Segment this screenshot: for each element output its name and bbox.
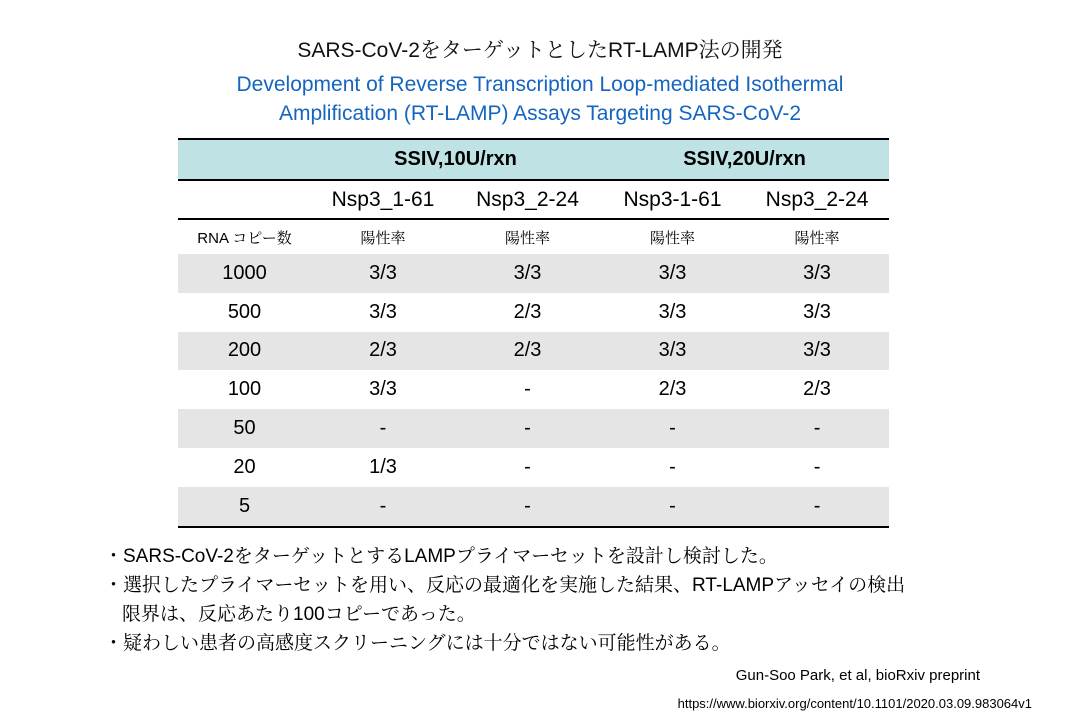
result-cell: 3/3 xyxy=(803,300,831,323)
result-cell: - xyxy=(524,378,531,401)
note-line: ・SARS-CoV-2をターゲットとするLAMPプライマーセットを設計し検討した。 xyxy=(104,546,778,567)
unit-label: 陽性率 xyxy=(360,229,406,247)
result-cell: 3/3 xyxy=(745,254,889,293)
result-cell: 2/3 xyxy=(513,300,542,323)
result-cell: - xyxy=(600,409,745,448)
note-line: ・選択したプライマーセットを用い、反応の最適化を実施した結果、RT-LAMPアッセイの検出 xyxy=(104,575,906,596)
result-cell: - xyxy=(455,487,600,526)
primer-header-row xyxy=(178,180,889,219)
unit-label: 陽性率 xyxy=(794,229,840,247)
result-cell: 3/3 xyxy=(369,378,397,401)
result-cell: 2/3 xyxy=(658,378,687,401)
source-url: https://www.biorxiv.org/content/10.1101/2020.03.09.983064v1 xyxy=(677,696,1032,711)
result-cell: 3/3 xyxy=(311,254,455,293)
english-title-line-2: Amplification (RT-LAMP) Assays Targeting SARS-CoV-2 xyxy=(278,102,802,125)
result-cell: 3/3 xyxy=(745,332,889,371)
copy-number-cell: 500 xyxy=(227,300,262,323)
summary-notes xyxy=(104,542,905,658)
result-cell: 2/3 xyxy=(311,332,455,371)
row-label-header: RNA コピー数 xyxy=(197,229,292,247)
copy-number-cell: 1000 xyxy=(178,254,311,293)
copy-number-cell: 50 xyxy=(178,409,311,448)
page-title: SARS-CoV-2をターゲットとしたRT-LAMP法の開発 xyxy=(297,39,783,62)
result-cell: 3/3 xyxy=(600,332,745,371)
result-cell: 2/3 xyxy=(803,378,831,401)
citation: Gun-Soo Park, et al, bioRxiv preprint xyxy=(735,667,980,684)
result-cell: - xyxy=(311,487,455,526)
table-row xyxy=(178,370,889,409)
group-header-row xyxy=(178,140,889,180)
header-corner-cell xyxy=(178,140,311,180)
result-cell: - xyxy=(745,487,889,526)
result-cell: 3/3 xyxy=(455,254,600,293)
result-cell: - xyxy=(311,409,455,448)
result-cell: - xyxy=(745,409,889,448)
unit-row xyxy=(178,219,889,254)
result-cell: 2/3 xyxy=(455,332,600,371)
table-row xyxy=(178,448,889,487)
primer-header: Nsp3_2-24 xyxy=(455,180,600,219)
primer-header: Nsp3_2-24 xyxy=(745,180,889,219)
result-cell: 3/3 xyxy=(658,300,687,323)
unit-label: 陽性率 xyxy=(650,229,696,247)
english-title xyxy=(0,70,1080,128)
copy-number-cell: 200 xyxy=(178,332,311,371)
copy-number-cell: 100 xyxy=(227,378,262,401)
result-cell: - xyxy=(455,409,600,448)
table-row xyxy=(178,409,889,448)
results-table xyxy=(178,138,889,528)
result-cell: - xyxy=(669,455,676,478)
result-cell: 3/3 xyxy=(369,300,397,323)
group-header-20u: SSIV,20U/rxn xyxy=(600,140,889,180)
copy-number-cell: 20 xyxy=(233,455,256,478)
result-cell: 1/3 xyxy=(369,455,397,478)
table-row xyxy=(178,254,889,293)
english-title-line-1: Development of Reverse Transcription Loop-mediated Isothermal xyxy=(236,73,844,96)
copy-number-cell: 5 xyxy=(178,487,311,526)
result-cell: - xyxy=(524,455,531,478)
table-row xyxy=(178,293,889,332)
result-cell: - xyxy=(600,487,745,526)
note-line: 限界は、反応あたり100コピーであった。 xyxy=(122,604,476,625)
note-line: ・疑わしい患者の高感度スクリーニングには十分ではない可能性がある。 xyxy=(104,633,731,654)
primer-header-empty xyxy=(178,180,311,219)
unit-label: 陽性率 xyxy=(505,229,551,247)
primer-header: Nsp3_1-61 xyxy=(311,180,455,219)
primer-header: Nsp3-1-61 xyxy=(600,180,745,219)
table-row xyxy=(178,332,889,371)
result-cell: 3/3 xyxy=(600,254,745,293)
group-header-10u: SSIV,10U/rxn xyxy=(311,140,600,180)
table-row xyxy=(178,487,889,526)
result-cell: - xyxy=(813,455,821,478)
